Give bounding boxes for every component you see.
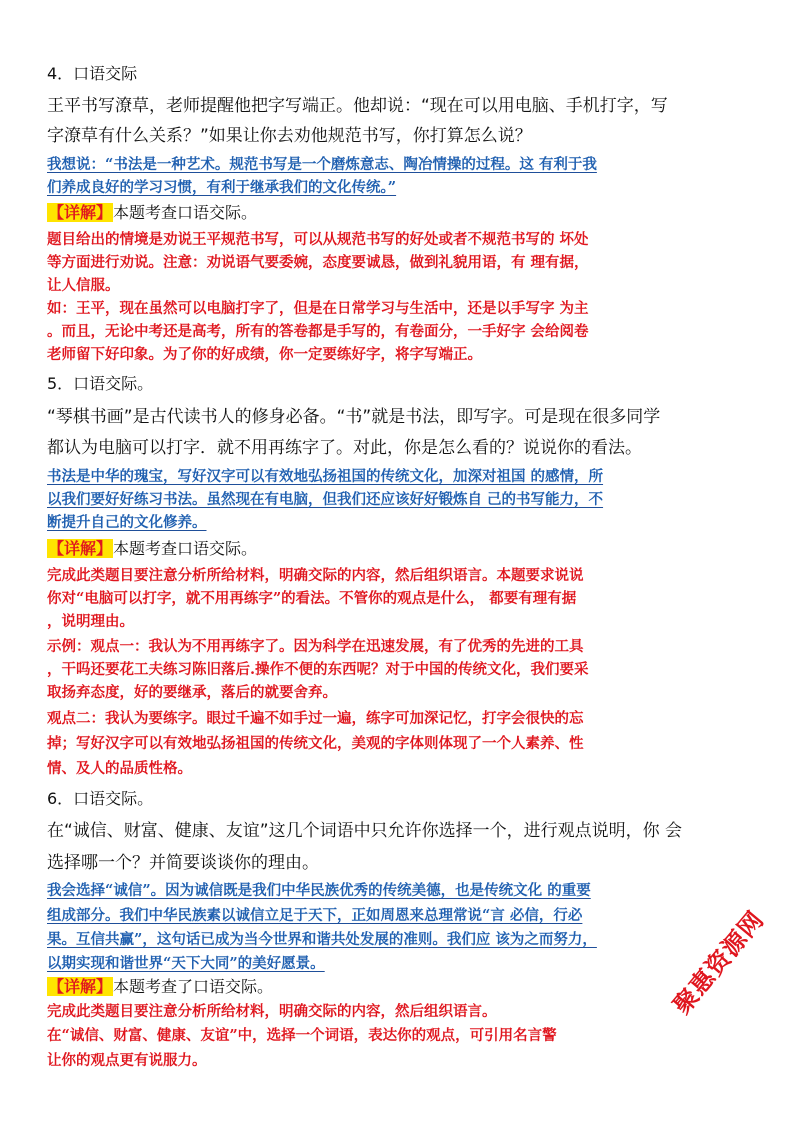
q4-explanation-line-3: 让人信服。 (47, 277, 120, 294)
q4-explanation-line-4: 如：王平，现在虽然可以电脑打字了，但是在日常学习与生活中，还是以手写字 为主 (47, 300, 589, 317)
detail-text: 本题考查了口语交际。 (113, 977, 274, 996)
q4-question-line-1: 王平书写潦草，老师提醒他把字写端正。他却说：“现在可以用电脑、手机打字，写 (47, 96, 668, 116)
q5-explanation-line-2: 你对“电脑可以打字，就不用再练字”的看法。不管你的观点是什么， 都要有理有据 (47, 590, 577, 607)
q5-answer-line-2: 以我们要好好练习书法。虽然现在有电脑，但我们还应该好好锻炼自 己的书写能力，不 (47, 491, 604, 508)
q6-question-line-1: 在“诚信、财富、健康、友谊”这几个词语中只允许你选择一个，进行观点说明，你 会 (47, 821, 683, 841)
q4-explanation-line-5: 。而且，无论中考还是高考，所有的答卷都是手写的，有卷面分，一手好字 会给阅卷 (47, 323, 589, 340)
q5-heading: 5．口语交际。 (47, 374, 154, 393)
q6-answer-line-3: 果。互信共赢”，这句话已成为当今世界和谐共处发展的准则。我们应 该为之而努力， (47, 931, 597, 948)
detail-text: 本题考查口语交际。 (113, 539, 258, 558)
detail-tag: 【详解】 (48, 203, 113, 222)
q6-explanation-line-1: 完成此类题目要注意分析所给材料，明确交际的内容，然后组织语言。 (47, 1003, 497, 1020)
q5-explanation-line-5: ，干吗还要花工夫练习陈旧落后.操作不便的东西呢？对于中国的传统文化，我们要采 (47, 661, 589, 678)
q5-question-line-2: 都认为电脑可以打字．就不用再练字了。对此，你是怎么看的？说说你的看法。 (47, 438, 642, 458)
q6-explanation-line-2: 在“诚信、财富、健康、友谊”中，选择一个词语，表达你的观点，可引用名言警 (47, 1027, 557, 1044)
q5-explanation-line-9: 情、及人的品质性格。 (47, 760, 192, 777)
watermark-logo: 聚惠资源网 (667, 905, 770, 1020)
q4-explanation-line-1: 题目给出的情境是劝说王平规范书写，可以从规范书写的好处或者不规范书写的 坏处 (47, 231, 589, 248)
q4-answer-line-2: 们养成良好的学习习惯，有利于继承我们的文化传统。” (47, 179, 397, 196)
detail-tag: 【详解】 (48, 977, 113, 996)
q5-explanation-line-4: 示例：观点一：我认为不用再练字了。因为科学在迅速发展，有了优秀的先进的工具 (47, 638, 584, 655)
detail-tag: 【详解】 (48, 539, 113, 558)
q5-detail-label (47, 538, 257, 560)
q5-answer-line-1: 书法是中华的瑰宝，写好汉字可以有效地弘扬祖国的传统文化，加深对祖国 的感情，所 (47, 468, 604, 485)
q5-explanation-line-1: 完成此类题目要注意分析所给材料，明确交际的内容，然后组织语言。本题要求说说 (47, 567, 584, 584)
q6-heading: 6．口语交际。 (47, 789, 154, 808)
q5-explanation-line-3: ，说明理由。 (47, 613, 134, 630)
q6-answer-line-4: 以期实现和谐世界“天下大同”的美好愿景。 (47, 955, 325, 972)
q6-detail-label (47, 976, 273, 998)
q4-question-line-2: 字潦草有什么关系？”如果让你去劝他规范书写，你打算怎么说？ (47, 126, 532, 146)
q6-explanation-line-3: 让你的观点更有说服力。 (47, 1052, 207, 1069)
q4-explanation-line-6: 老师留下好印象。为了你的好成绩，你一定要练好字，将字写端正。 (47, 346, 482, 363)
q4-answer-line-1: 我想说：“书法是一种艺术。规范书写是一个磨炼意志、陶冶情操的过程。这 有利于我 (47, 156, 597, 173)
q5-answer-line-3: 断提升自己的文化修养。 (47, 514, 207, 531)
q5-explanation-line-6: 取扬弃态度，好的要继承，落后的就要舍弃。 (47, 684, 337, 701)
q5-explanation-line-8: 掉；写好汉字可以有效地弘扬祖国的传统文化，美观的字体则体现了一个人素养、性 (47, 735, 584, 752)
q6-answer-line-1: 我会选择“诚信”。因为诚信既是我们中华民族优秀的传统美德，也是传统文化 的重要 (47, 882, 591, 899)
q5-explanation-line-7: 观点二：我认为要练字。眼过千遍不如手过一遍，练字可加深记忆，打字会很快的忘 (47, 710, 584, 727)
q4-explanation-line-2: 等方面进行劝说。注意：劝说语气要委婉，态度要诚恳，做到礼貌用语，有 理有据， (47, 254, 589, 271)
q5-question-line-1: “琴棋书画”是古代读书人的修身必备。“书”就是书法，即写字。可是现在很多同学 (47, 407, 661, 427)
detail-text: 本题考查口语交际。 (113, 203, 258, 222)
q4-heading: 4．口语交际 (47, 64, 138, 83)
q6-question-line-2: 选择哪一个？并简要谈谈你的理由。 (47, 853, 319, 873)
q6-answer-line-2: 组成部分。我们中华民族素以诚信立足于天下，正如周恩来总理常说“言 必信，行必 (47, 907, 583, 924)
q4-detail-label (47, 202, 257, 224)
